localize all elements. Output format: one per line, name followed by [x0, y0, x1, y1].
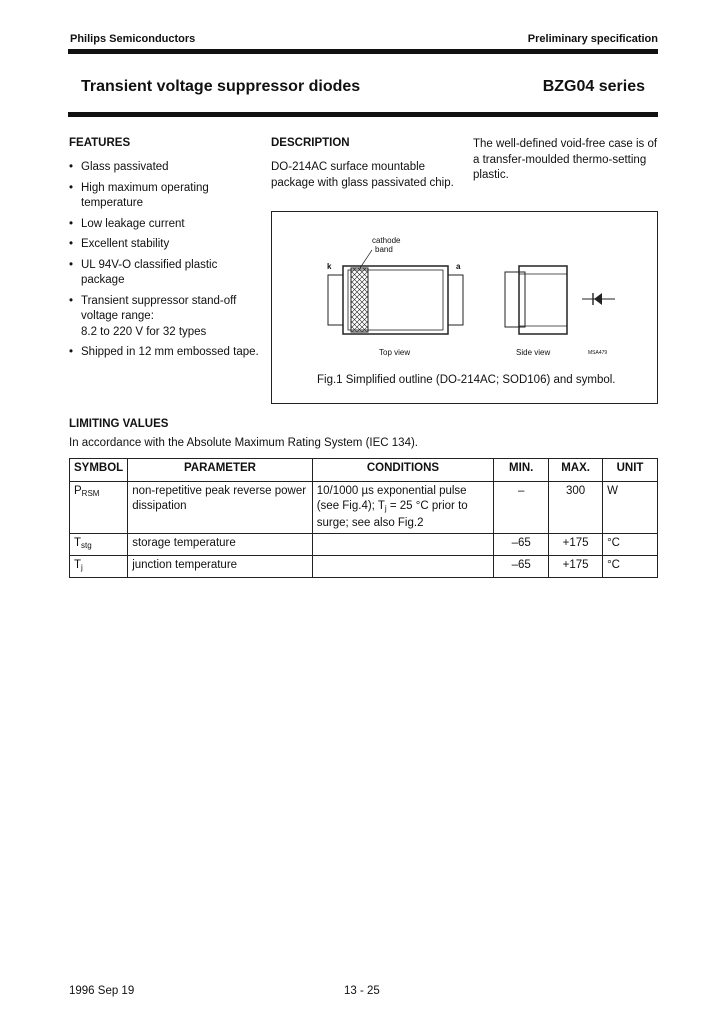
conditions-cell — [312, 556, 494, 578]
footer-date: 1996 Sep 19 — [69, 985, 135, 997]
col-max: MAX. — [549, 459, 603, 482]
unit-cell: °C — [603, 556, 658, 578]
header-rule — [68, 49, 658, 54]
max-cell: +175 — [549, 534, 603, 556]
figure-code: MSA479 — [588, 350, 608, 356]
list-item: • UL 94V-O classified plastic package — [69, 258, 259, 289]
list-item — [69, 294, 259, 341]
unit-cell: °C — [603, 534, 658, 556]
col-min: MIN. — [494, 459, 549, 482]
series-name: BZG04 series — [542, 78, 645, 95]
voltage-range: 8.2 to 220 V for 32 types — [81, 325, 207, 338]
spec-status: Preliminary specification — [527, 33, 658, 45]
parameter-cell: non-repetitive peak reverse power dissipation — [128, 482, 313, 534]
min-cell: – — [494, 482, 549, 534]
unit-cell: W — [603, 482, 658, 534]
list-item: • High maximum operating temperature — [69, 181, 259, 212]
parameter-cell: storage temperature — [128, 534, 313, 556]
table-row — [70, 534, 658, 556]
company-name: Philips Semiconductors — [70, 33, 196, 45]
limiting-values-table — [69, 458, 658, 578]
symbol-cell: $T_{stg}$ — [70, 534, 128, 556]
side-lead — [505, 272, 525, 327]
min-cell: –65 — [494, 556, 549, 578]
description-text: DO-214AC surface mountable package with glass passivated chip. — [271, 161, 454, 189]
k-label: k — [327, 262, 332, 271]
description-heading: DESCRIPTION — [271, 137, 350, 149]
figure-box — [271, 211, 658, 404]
side-body — [519, 266, 567, 334]
list-item-text: Transient suppressor stand-off voltage range: — [81, 294, 237, 322]
top-view-label: Top view — [379, 348, 411, 357]
symbol-cell: $P_{RSM}$ — [70, 482, 128, 534]
features-list — [69, 160, 259, 366]
max-cell: +175 — [549, 556, 603, 578]
symbol-cell: $T_j$ — [70, 556, 128, 578]
limiting-heading: LIMITING VALUES — [69, 418, 169, 430]
figure-caption: Fig.1 Simplified outline (DO-214AC; SOD106) and symbol. — [317, 374, 616, 386]
limiting-intro: In accordance with the Absolute Maximum Rating System (IEC 134). — [69, 437, 418, 449]
conditions-cell: 10/1000 µs exponential pulse (see Fig.4); $T_j = 25$ °C prior to surge; see also Fig.2 — [312, 482, 494, 534]
list-item: • Shipped in 12 mm embossed tape. — [69, 345, 259, 361]
col-parameter: PARAMETER — [128, 459, 313, 482]
table-row — [70, 482, 658, 534]
parameter-cell: junction temperature — [128, 556, 313, 578]
table-header-row — [70, 459, 658, 482]
cathode-label: cathode — [372, 236, 401, 245]
col-symbol: SYMBOL — [70, 459, 128, 482]
band-label: band — [375, 245, 393, 254]
list-item: • Low leakage current — [69, 217, 259, 233]
list-item: • Excellent stability — [69, 237, 259, 253]
features-heading: FEATURES — [69, 137, 131, 149]
page-title: Transient voltage suppressor diodes — [81, 78, 361, 95]
side-view-label: Side view — [516, 348, 551, 357]
title-rule — [68, 112, 658, 117]
list-item: • Glass passivated — [69, 160, 259, 176]
description-text-2: The well-defined void-free case is of a transfer-moulded thermo-setting plastic. — [473, 138, 658, 181]
min-cell: –65 — [494, 534, 549, 556]
footer-page: 13 - 25 — [344, 985, 380, 997]
lead-left — [328, 275, 343, 325]
col-unit: UNIT — [603, 459, 658, 482]
max-cell: 300 — [549, 482, 603, 534]
col-conditions: CONDITIONS — [312, 459, 494, 482]
cathode-band — [351, 268, 368, 332]
lead-right — [448, 275, 463, 325]
a-label: a — [456, 262, 461, 271]
conditions-cell — [312, 534, 494, 556]
table-row — [70, 556, 658, 578]
